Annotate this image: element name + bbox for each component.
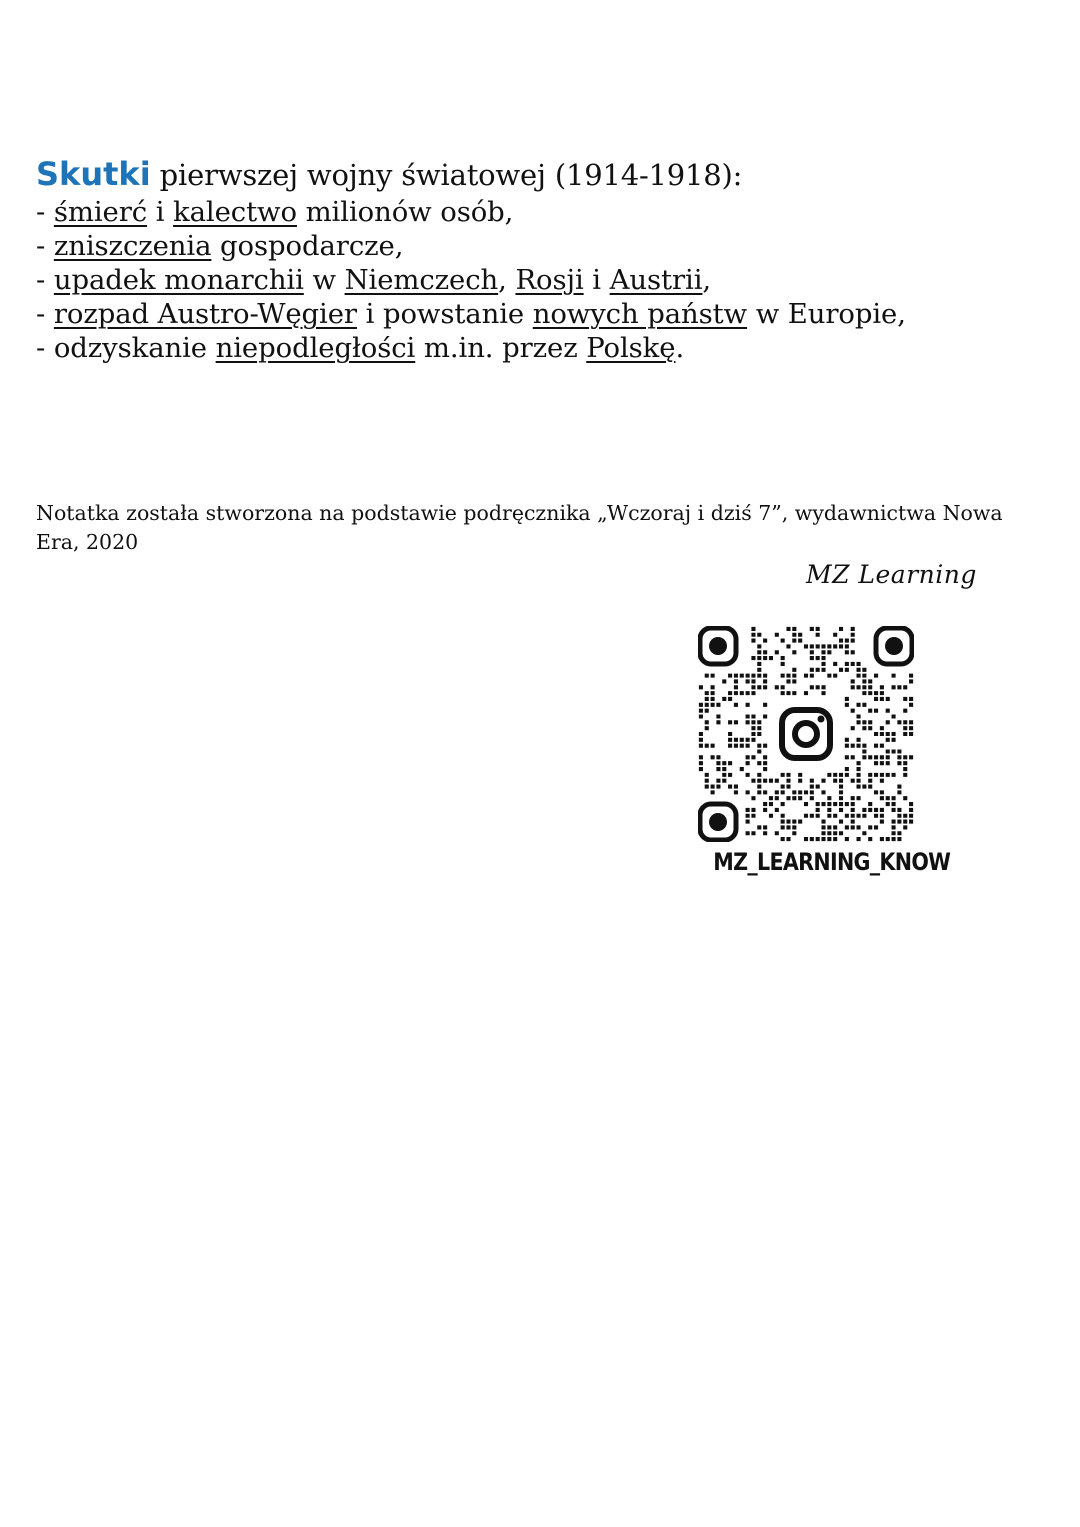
heading-rest: pierwszej wojny światowej (1914-1918): [150, 158, 743, 192]
item-text: w [303, 264, 345, 296]
qr-finder-bottom-left [700, 804, 736, 840]
item-text: - [36, 196, 54, 228]
underlined-term: Niemczech [344, 264, 499, 296]
item-text: - [36, 264, 54, 296]
underlined-term: zniszczenia [53, 230, 212, 262]
qr-finder-top-left [700, 628, 736, 664]
instagram-icon [770, 698, 842, 770]
note-section [36, 154, 1046, 365]
effect-item [36, 195, 1046, 229]
qr-caption: MZ_LEARNING_KNOW [713, 848, 951, 876]
underlined-term: niepodległości [215, 332, 416, 364]
effect-item [36, 263, 1046, 297]
qr-finder-top-right [876, 628, 912, 664]
item-text: - [36, 230, 54, 262]
underlined-term: kalectwo [173, 196, 297, 228]
item-text: gospodarcze, [211, 230, 404, 262]
item-text: m.in. przez [415, 332, 587, 364]
item-text: - odzyskanie [36, 332, 216, 364]
underlined-term: nowych państw [532, 298, 748, 330]
effect-item [36, 331, 1046, 365]
item-text: - [36, 298, 54, 330]
underlined-term: śmierć [53, 196, 148, 228]
heading-keyword: Skutki [36, 155, 151, 193]
item-text: i [583, 264, 610, 296]
item-text: . [675, 332, 685, 364]
item-text: w Europie, [747, 298, 906, 330]
source-note: Notatka została stworzona na podstawie podręcznika „Wczoraj i dziś 7”, wydawnictwa Nowa Era, 2020 [36, 501, 1003, 554]
qr-block [698, 626, 951, 876]
item-text: , [702, 264, 712, 296]
item-text: , [498, 264, 516, 296]
note-heading [36, 154, 1046, 195]
underlined-term: upadek monarchii [53, 264, 304, 296]
underlined-term: Austrii [609, 264, 703, 296]
qr-code[interactable] [698, 626, 914, 842]
item-text: i [147, 196, 174, 228]
underlined-term: Polskę [586, 332, 676, 364]
signature: MZ Learning [806, 560, 977, 589]
underlined-term: Rosji [515, 264, 584, 296]
underlined-term: rozpad Austro-Węgier [53, 298, 357, 330]
effect-item [36, 229, 1046, 263]
item-text: milionów osób, [296, 196, 514, 228]
item-text: i powstanie [356, 298, 533, 330]
effect-item [36, 297, 1046, 331]
effects-list [36, 195, 1046, 365]
